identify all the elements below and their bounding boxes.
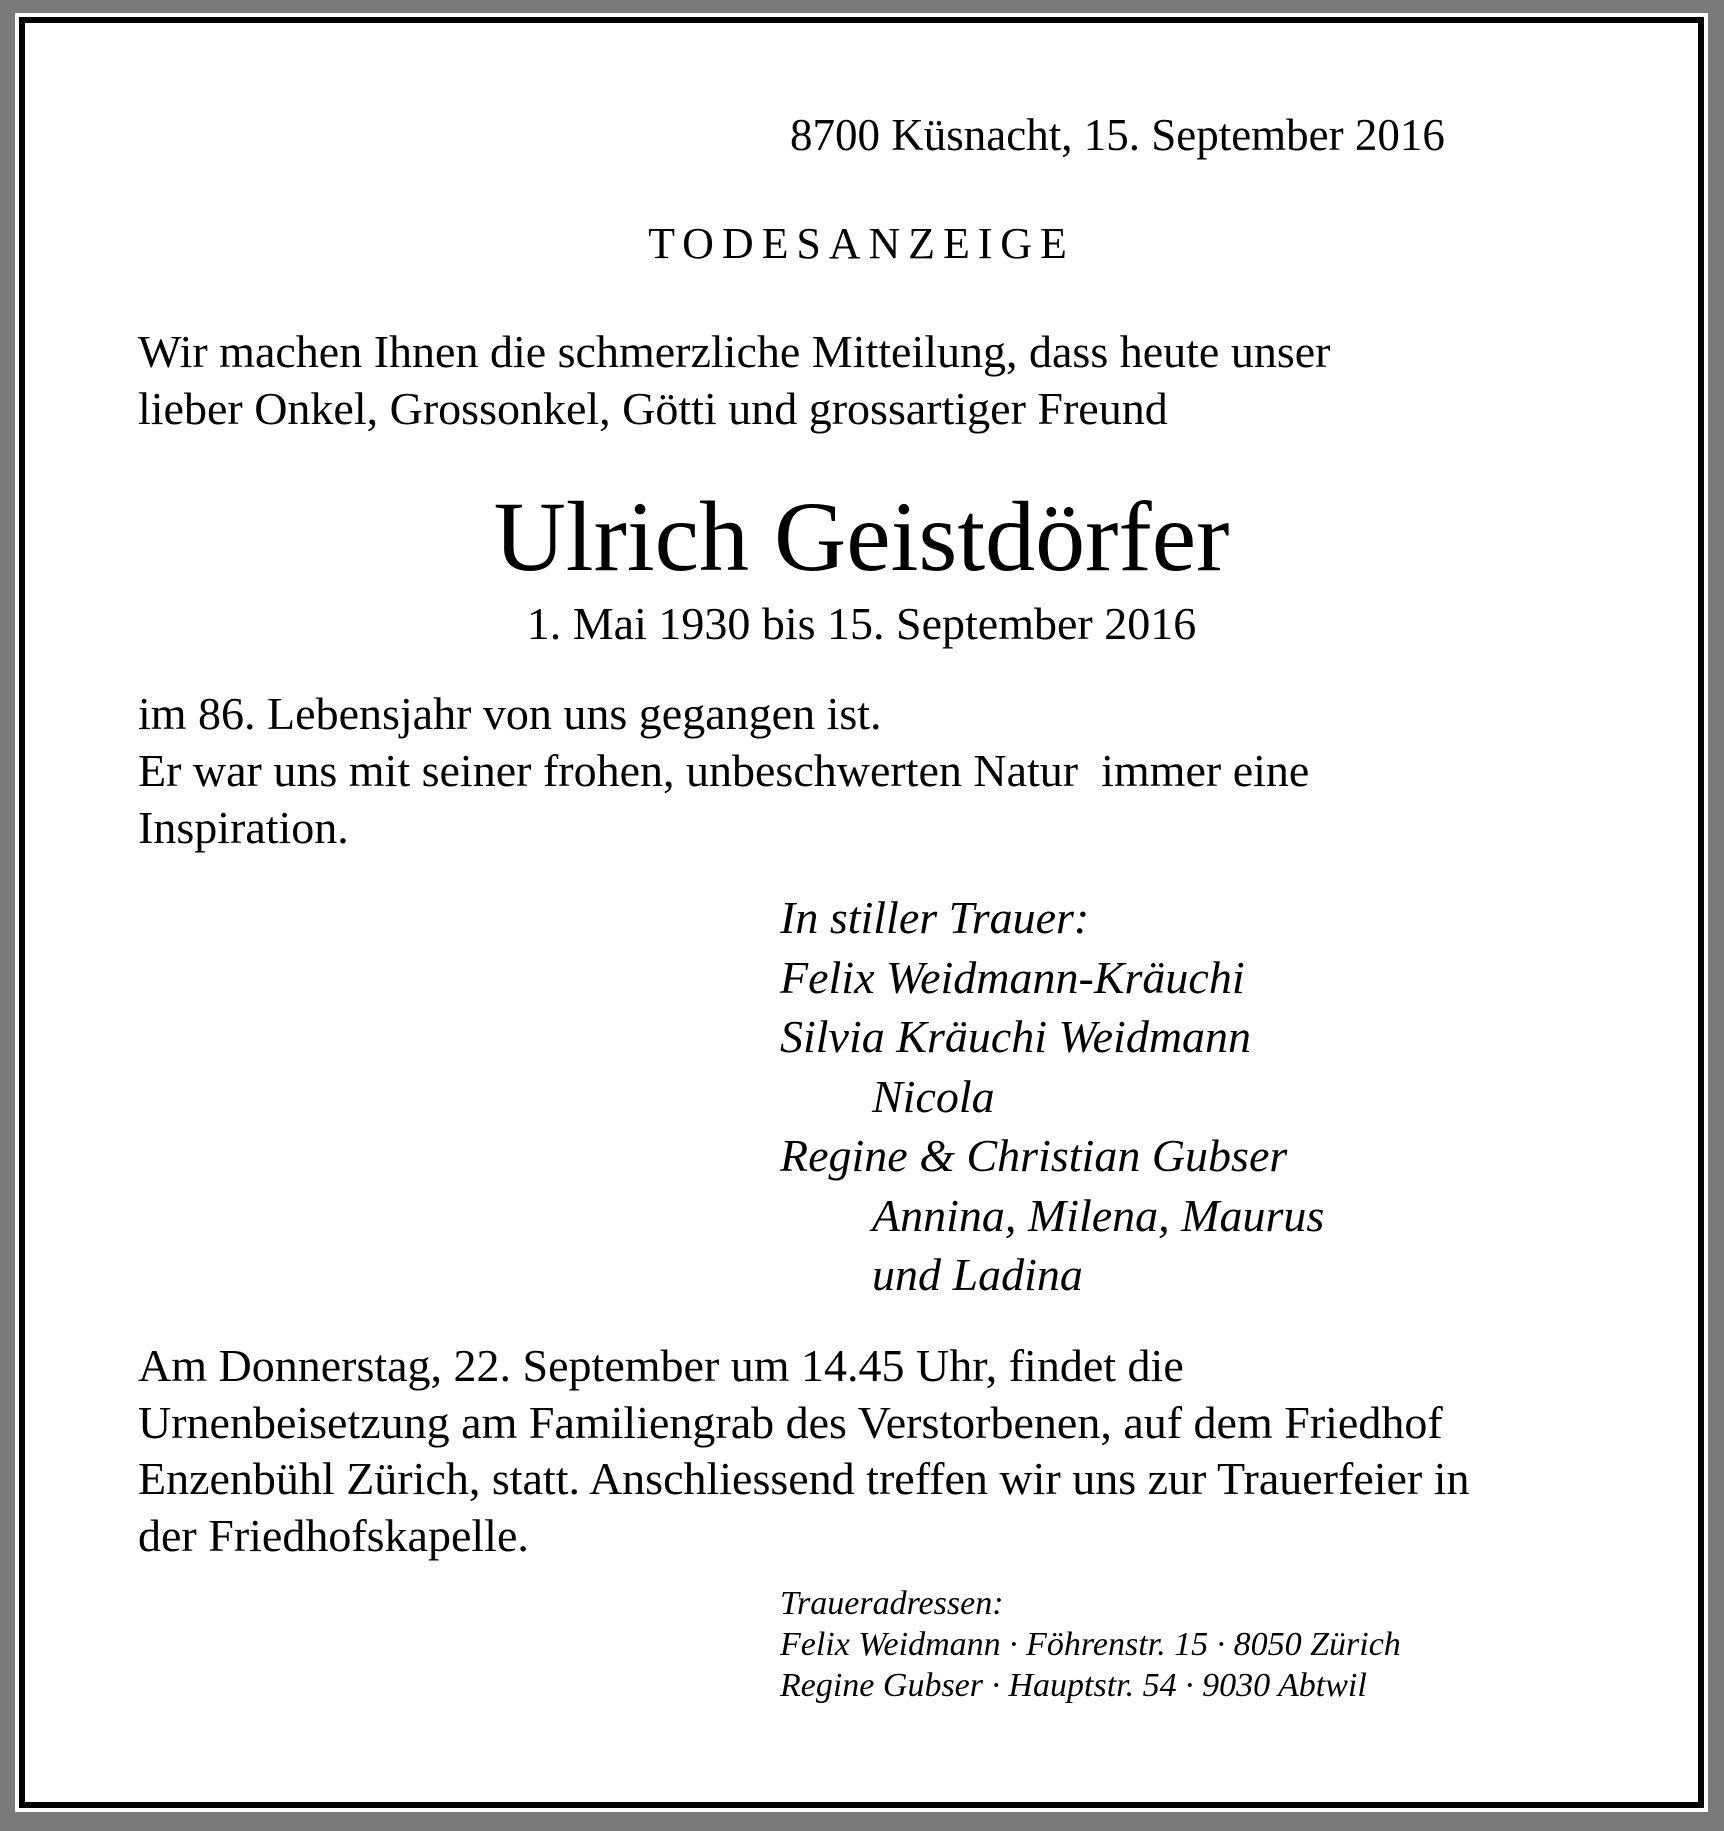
address-line: Regine Gubser · Hauptstr. 54 · 9030 Abtwil (780, 1667, 1367, 1704)
dateline: 8700 Küsnacht, 15. September 2016 (790, 110, 1445, 160)
mourner-name: und Ladina (872, 1249, 1083, 1300)
intro-paragraph (138, 323, 1658, 437)
mourner-name: Regine & Christian Gubser (780, 1130, 1288, 1181)
funeral-paragraph (138, 1338, 1678, 1564)
body-line: Inspiration. (138, 802, 349, 853)
mourner-name: Silvia Kräuchi Weidmann (780, 1011, 1252, 1062)
funeral-line: Am Donnerstag, 22. September um 14.45 Uhr, findet die (138, 1340, 1184, 1391)
notice-page (15, 13, 1708, 1812)
deceased-name: Ulrich Geistdörfer (493, 481, 1230, 592)
body-paragraph (138, 685, 1658, 856)
mourner-name: Felix Weidmann-Kräuchi (780, 951, 1245, 1003)
address-line: Felix Weidmann · Föhrenstr. 15 · 8050 Zürich (780, 1626, 1401, 1663)
life-dates: 1. Mai 1930 bis 15. September 2016 (526, 598, 1197, 649)
mourner-name: Annina, Milena, Maurus (872, 1189, 1325, 1241)
notice-title: TODESANZEIGE (648, 219, 1075, 268)
body-line: im 86. Lebensjahr von uns gegangen ist. (138, 688, 882, 739)
intro-line: Wir machen Ihnen die schmerzliche Mitteilung, dass heute unser (138, 326, 1331, 377)
intro-line: lieber Onkel, Grossonkel, Götti und grossartiger Freund (138, 383, 1168, 434)
funeral-line: Urnenbeisetzung am Familiengrab des Verstorbenen, auf dem Friedhof (138, 1396, 1443, 1448)
funeral-line: Enzenbühl Zürich, statt. Anschliessend treffen wir uns zur Trauerfeier in (138, 1453, 1470, 1504)
mourners-heading: In stiller Trauer: (780, 892, 1090, 943)
funeral-line: der Friedhofskapelle. (138, 1509, 529, 1561)
mourner-name: Nicola (872, 1070, 995, 1122)
addresses-heading: Traueradressen: (780, 1585, 1004, 1622)
body-line: Er war uns mit seiner frohen, unbeschwerten Natur immer eine (138, 745, 1310, 796)
mourning-addresses (780, 1583, 1600, 1706)
mourners-list (780, 888, 1630, 1305)
